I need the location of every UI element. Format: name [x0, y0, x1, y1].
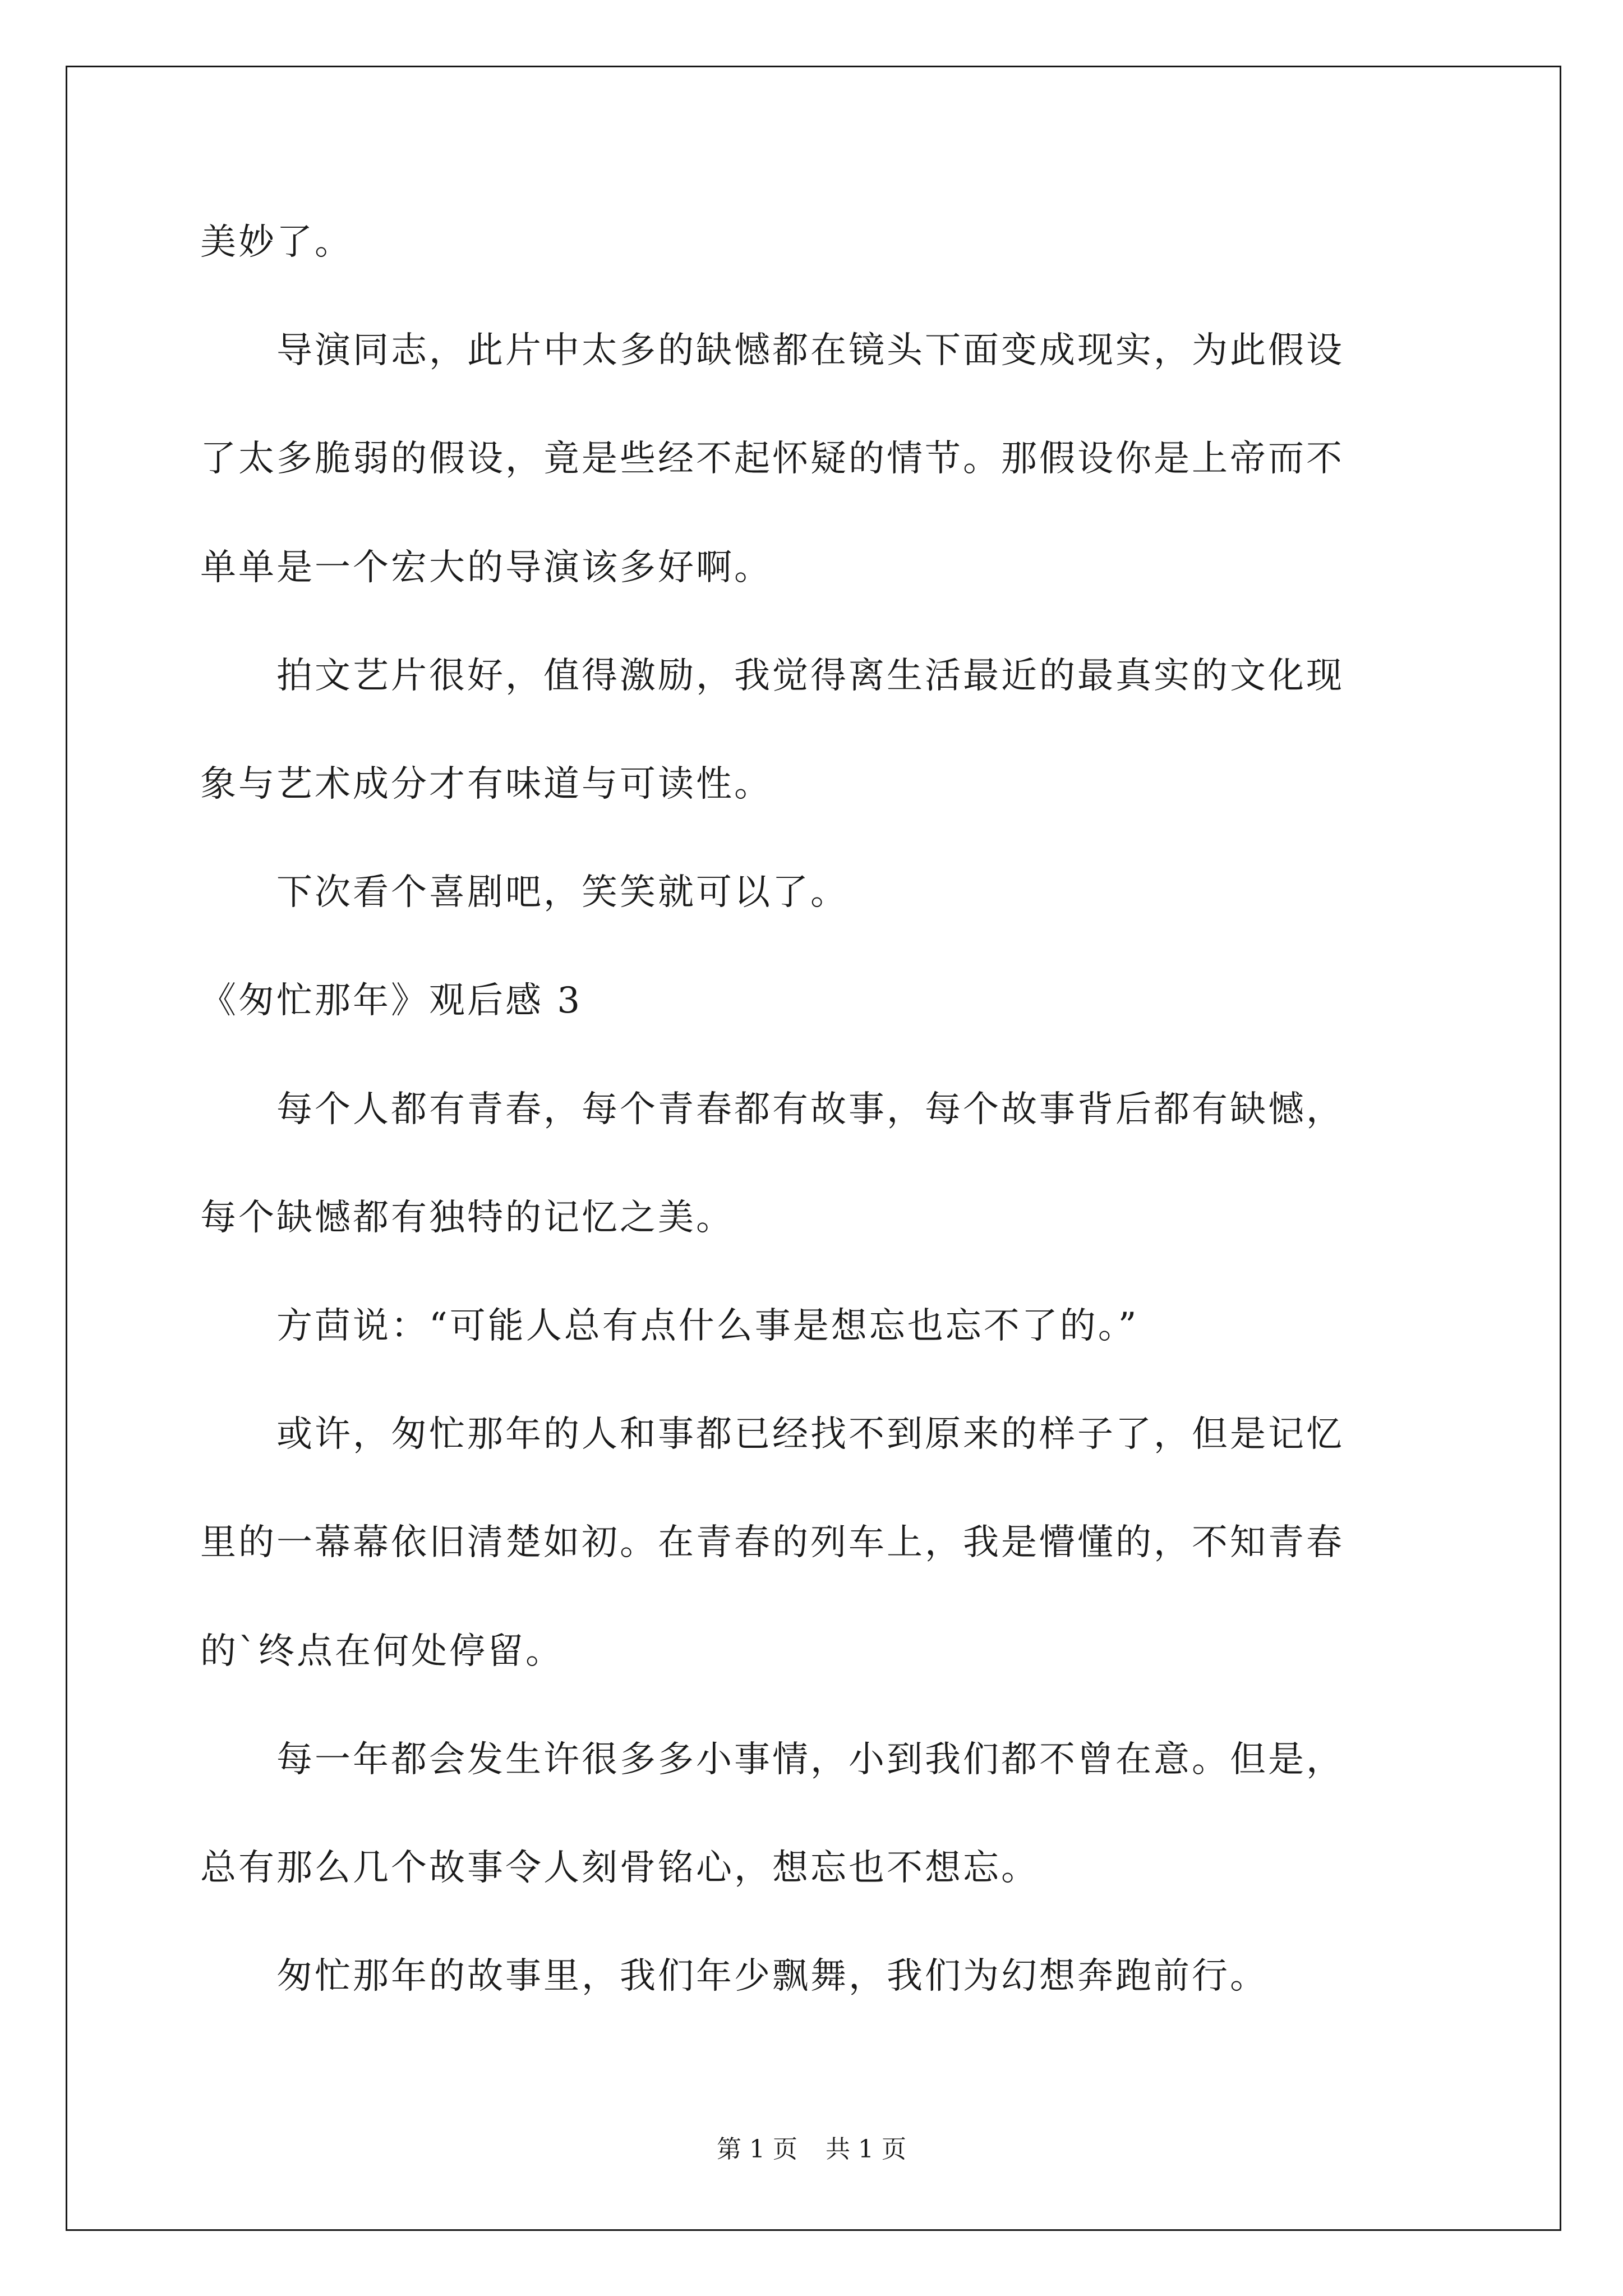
text-line: 单单是一个宏大的导演该多好啊。	[200, 547, 772, 588]
text-line: 的`终点在何处停留。	[200, 1631, 564, 1672]
text-line: 每一年都会发生许很多多小事情，小到我们都不曾在意。但是，	[200, 1739, 1344, 1780]
text-line: 下次看个喜剧吧，笑笑就可以了。	[200, 872, 849, 913]
text-line: 拍文艺片很好，值得激励，我觉得离生活最近的最真实的文化现	[200, 655, 1344, 697]
text-line: 总有那么几个故事令人刻骨铭心，想忘也不想忘。	[200, 1847, 1039, 1889]
text-line: 方茴说：“可能人总有点什么事是想忘也忘不了的。”	[200, 1305, 1139, 1347]
page-total: 共 1 页	[826, 2135, 906, 2164]
text-line: 了太多脆弱的假设，竟是些经不起怀疑的情节。那假设你是上帝而不	[200, 438, 1344, 480]
text-line: 每个人都有青春，每个青春都有故事，每个故事背后都有缺憾，	[200, 1089, 1344, 1130]
text-line: 导演同志，此片中太多的缺憾都在镜头下面变成现实，为此假设	[200, 330, 1344, 371]
page-number: 第 1 页	[717, 2135, 797, 2164]
section-heading: 《匆忙那年》观后感 3	[200, 980, 583, 1022]
text-line: 每个缺憾都有独特的记忆之美。	[200, 1197, 734, 1239]
text-line: 匆忙那年的故事里，我们年少飘舞，我们为幻想奔跑前行。	[200, 1955, 1268, 1997]
page-border	[66, 66, 1561, 2231]
text-line: 象与艺术成分才有味道与可读性。	[200, 763, 772, 805]
page-footer	[0, 2129, 1623, 2165]
text-line: 或许，匆忙那年的人和事都已经找不到原来的样子了，但是记忆	[200, 1414, 1344, 1455]
text-line: 美妙了。	[200, 222, 353, 263]
text-line: 里的一幕幕依旧清楚如初。在青春的列车上，我是懵懂的，不知青春	[200, 1522, 1344, 1563]
